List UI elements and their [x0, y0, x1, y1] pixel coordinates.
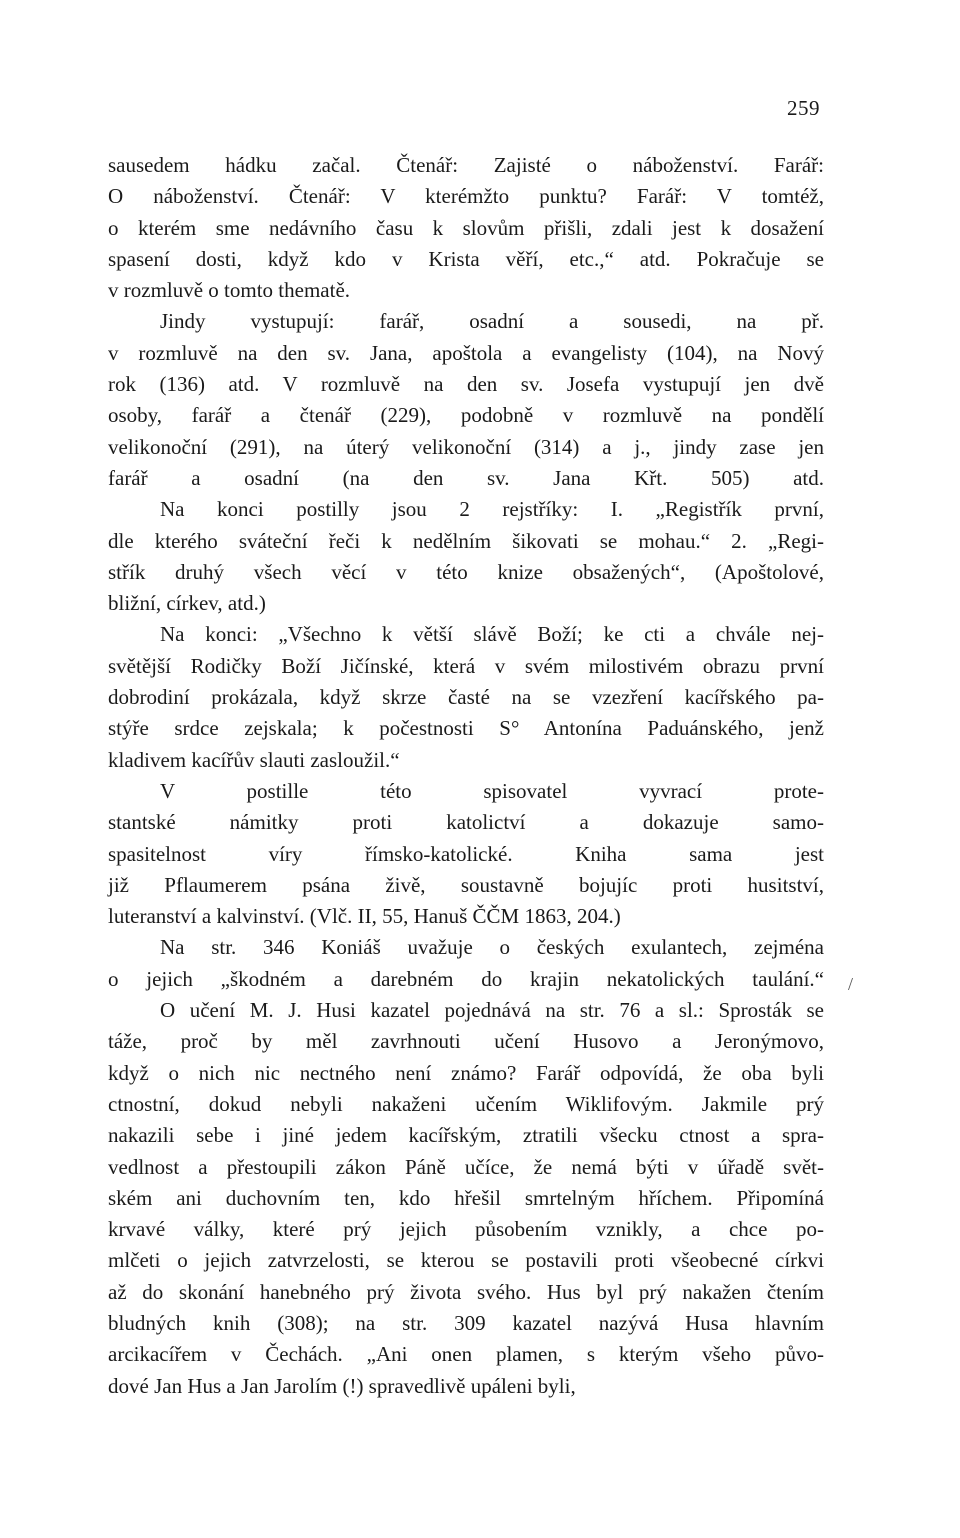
text-line: rok (136) atd. V rozmluvě na den sv. Josefa vystupují jen dvě [108, 372, 824, 397]
text-line: Na konci: „Všechno k větší slávě Boží; ke cti a chvále nej- [160, 622, 824, 647]
text-line: osoby, farář a čtenář (229), podobně v rozmluvě na pondělí [108, 403, 824, 428]
text-line: nakazili sebe i jiné jedem kacířským, ztratili všecku ctnost a spra- [108, 1123, 824, 1148]
text-line: luteranství a kalvinství. (Vlč. II, 55, Hanuš ČČM 1863, 204.) [108, 904, 621, 929]
text-line: světější Rodičky Boží Jičínské, která v svém milostivém obrazu první [108, 653, 824, 678]
text-line: krvavé války, které prý jejich působením vznikly, a chce po- [108, 1217, 824, 1242]
text-line: o jejich „škodném a darebném do krajin nekatolických taulání.“ [108, 966, 824, 991]
text-line: ském ani duchovním ten, kdo hřešil smrtelným hříchem. Připomíná [108, 1185, 824, 1210]
text-line: v rozmluvě na den sv. Jana, apoštola a evangelisty (104), na Nový [108, 340, 824, 365]
body-text [108, 150, 824, 1402]
text-line: O náboženství. Čtenář: V kterémžto punktu? Farář: V tomtéž, [108, 184, 824, 209]
text-line: dobrodiní prokázala, když skrze časté na se vzezření kacířského pa- [108, 685, 824, 710]
text-line: táže, proč by měl zavrhnouti učení Husovo a Jeronýmovo, [108, 1029, 824, 1054]
text-line: když o nich nic nectného není známo? Farář odpovídá, že oba byli [108, 1060, 824, 1085]
text-line: V postille této spisovatel vyvrací prote- [160, 778, 824, 803]
text-line: dové Jan Hus a Jan Jarolím (!) spravedlivě upáleni byli, [108, 1373, 576, 1398]
text-line: kladivem kacířův slauti zasloužil.“ [108, 747, 400, 772]
text-line: bližní, církev, atd.) [108, 591, 266, 616]
text-line: již Pflaumerem psána živě, soustavně bojujíc proti husitství, [108, 872, 824, 897]
text-line: až do skonání hanebného prý života svého. Hus byl prý nakažen čtením [108, 1279, 824, 1304]
text-line: sausedem hádku začal. Čtenář: Zajisté o náboženství. Farář: [108, 153, 824, 177]
text-line: v rozmluvě o tomto thematě. [108, 278, 351, 303]
text-line: velikonoční (291), na úterý velikonoční (314) a j., jindy zase jen [108, 434, 824, 459]
text-line: vedlnost a přestoupili zákon Páně učíce, že nemá býti v úřadě svět- [108, 1154, 824, 1179]
text-line: Na str. 346 Koniáš uvažuje o českých exulantech, zejména [160, 935, 824, 960]
text-line: Na konci postilly jsou 2 rejstříky: I. „Registřík první, [160, 497, 824, 522]
text-line: stýře srdce zejskala; k počestnosti S° Antonína Paduánského, jenž [108, 716, 824, 741]
text-line: Jindy vystupují: farář, osadní a sousedi, na př. [160, 309, 824, 334]
text-line: arcikacířem v Čechách. „Ani onen plamen, s kterým všeho půvo- [108, 1342, 824, 1367]
text-line: střík druhý všech věcí v této knize obsažených“, (Apoštolové, [108, 559, 824, 584]
text-line: mlčeti o jejich zatvrzelosti, se kterou se postavili proti všeobecné církvi [108, 1248, 824, 1273]
text-line: farář a osadní (na den sv. Jana Křt. 505) atd. [108, 465, 824, 490]
text-line: O učení M. J. Husi kazatel pojednává na str. 76 a sl.: Sprosták se [160, 998, 824, 1023]
page-number: 259 [787, 96, 820, 120]
margin-mark: / [848, 974, 854, 994]
text-line: spasitelnost víry římsko-katolické. Kniha sama jest [108, 841, 824, 866]
text-line: bludných knih (308); na str. 309 kazatel nazývá Husa hlavním [108, 1310, 824, 1335]
text-line: stantské námitky proti katolictví a dokazuje samo- [108, 810, 824, 835]
text-line: spasení dosti, když kdo v Krista věří, etc.,“ atd. Pokračuje se [108, 246, 824, 271]
text-line: o kterém sme nedávního času k slovům přišli, zdali jest k dosažení [108, 215, 824, 240]
text-line: ctnostní, dokud nebyli nakaženi učením Wiklifovým. Jakmile prý [108, 1091, 824, 1116]
text-line: dle kterého sváteční řeči k nedělním šikovati se mohau.“ 2. „Regi- [108, 528, 824, 553]
